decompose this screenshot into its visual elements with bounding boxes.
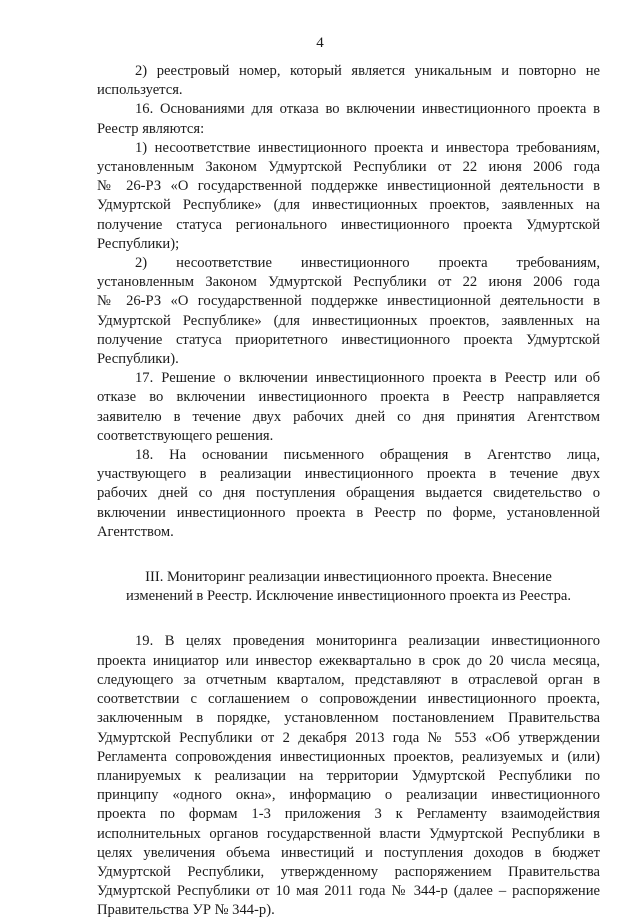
text-line: Удмуртской Республике» (для инвестиционных проектов, заявленных на — [97, 197, 600, 214]
paragraph-18 — [97, 446, 600, 542]
text-line: принципу «одного окна», информацию о реализации инвестиционного — [97, 787, 600, 804]
text-line: Удмуртской Республики от 2 декабря 2013 года № 553 «Об утверждении — [97, 729, 600, 746]
text-line: Республики); — [97, 235, 180, 252]
text-line: 18. На основании письменного обращения в Агентство лица, — [135, 447, 600, 464]
document-body — [97, 62, 600, 921]
text-line: Республики). — [97, 351, 179, 368]
paragraph-16 — [97, 100, 600, 138]
text-line: планируемых к реализации на территории Удмуртской Республики по — [97, 767, 600, 784]
text-line: Реестр являются: — [97, 120, 205, 137]
heading-line: III. Мониторинг реализации инвестиционного проекта. Внесение — [145, 569, 552, 586]
text-line: Регламента сопровождения инвестиционных проектов, реализуемых и (или) — [97, 748, 600, 765]
text-line: установленным Законом Удмуртской Республики от 22 июня 2006 года — [97, 274, 600, 291]
spacer — [97, 606, 600, 632]
heading-line: изменений в Реестр. Исключение инвестиционного проекта из Реестра. — [125, 588, 572, 605]
text-line: используется. — [97, 82, 183, 99]
text-line: Удмуртской Республики от 10 мая 2011 года № 344-р (далее – распоряжение — [97, 883, 600, 900]
text-line: получение статуса регионального инвестиционного проекта Удмуртской — [97, 216, 600, 233]
section-heading — [97, 568, 600, 606]
text-line: 2) несоответствие инвестиционного проекта требованиям, — [135, 255, 600, 272]
text-line: 19. В целях проведения мониторинга реализации инвестиционного — [135, 633, 600, 650]
text-line: Правительства УР № 344-р). — [97, 902, 275, 919]
text-line: участвующего в реализации инвестиционного проекта в течение двух — [97, 466, 600, 483]
text-line: № 26-РЗ «О государственной поддержке инвестиционной деятельности в — [97, 293, 600, 310]
text-line: целях увеличения объема инвестиций и поступления доходов в бюджет — [97, 844, 600, 861]
text-line: 16. Основаниями для отказа во включении инвестиционного проекта в — [135, 101, 600, 118]
text-line: отказе во включении инвестиционного проекта в Реестр направляется — [97, 389, 600, 406]
text-line: 2) реестровый номер, который является уникальным и повторно не — [135, 63, 600, 79]
paragraph-16-2 — [97, 254, 600, 369]
text-line: установленным Законом Удмуртской Республики от 22 июня 2006 года — [97, 159, 600, 176]
text-line: заявителю в течение двух рабочих дней со дня принятия Агентством — [97, 408, 600, 425]
text-line: рабочих дней со дня поступления обращения выдается свидетельство о — [97, 485, 600, 502]
text-line: соответствии с соглашением о сопровождении инвестиционного проекта, — [97, 691, 600, 708]
page-number: 4 — [316, 35, 324, 51]
paragraph-19 — [97, 632, 600, 920]
text-line: Агентством. — [97, 523, 174, 540]
text-line: Удмуртской Республике» (для инвестиционных проектов, заявленных на — [97, 312, 600, 329]
spacer — [97, 542, 600, 568]
paragraph-registry-number — [97, 62, 600, 100]
text-line: исполнительных органов государственной власти Удмуртской Республики в — [97, 825, 600, 842]
text-line: получение статуса приоритетного инвестиционного проекта Удмуртской — [97, 331, 600, 348]
text-line: заключенным в порядке, установленном постановлением Правительства — [97, 710, 600, 727]
text-line: 1) несоответствие инвестиционного проекта и инвестора требованиям, — [135, 139, 600, 156]
text-line: 17. Решение о включении инвестиционного проекта в Реестр или об — [135, 370, 600, 387]
text-line: включении инвестиционного проекта в Реестр по форме, установленной — [97, 504, 600, 521]
text-line: № 26-РЗ «О государственной поддержке инвестиционной деятельности в — [97, 178, 600, 195]
paragraph-16-1 — [97, 139, 600, 254]
text-line: Удмуртской Республики, утвержденному распоряжением Правительства — [97, 863, 600, 880]
text-line: соответствующего решения. — [97, 427, 274, 444]
text-line: проекта по формам 1-3 приложения 3 к Регламенту взаимодействия — [97, 806, 600, 823]
text-line: следующего за отчетным кварталом, представляют в отраслевой орган в — [97, 671, 600, 688]
paragraph-17 — [97, 369, 600, 446]
text-line: проекта инициатор или инвестор ежеквартально в срок до 20 числа месяца, — [97, 652, 600, 669]
